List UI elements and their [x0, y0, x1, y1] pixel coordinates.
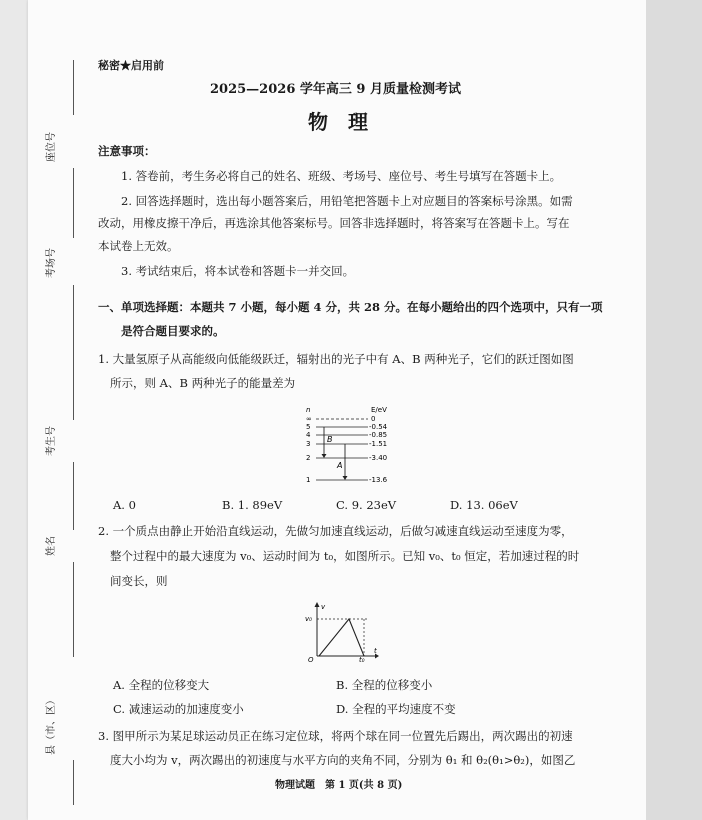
q2-option-b: B. 全程的位移变小 [336, 678, 433, 692]
energy-level-diagram [300, 402, 430, 490]
v0-label: v₀ [305, 615, 312, 623]
q2-option-c: C. 减速运动的加速度变小 [113, 702, 244, 716]
binding-line [73, 462, 74, 530]
level-n: 5 [306, 423, 311, 431]
q2-stem-cont: 整个过程中的最大速度为 v₀、运动时间为 t₀，如图所示。已知 v₀、t₀ 恒定，若加速过程的时 [110, 549, 580, 563]
q1-stem: 1. 大量氢原子从高能级向低能级跃迁，辐射出的光子中有 A、B 两种光子，它们的跃迁图如图 [98, 352, 574, 366]
q1-option-d: D. 13. 06eV [450, 498, 518, 512]
section-heading-cont: 是符合题目要求的。 [121, 324, 225, 338]
side-label-seat: 座位号 [46, 132, 57, 162]
q1-option-b: B. 1. 89eV [222, 498, 283, 512]
subject-title: 物 理 [308, 110, 368, 134]
level-energy: -0.54 [369, 423, 388, 431]
binding-line [73, 562, 74, 657]
arrow-head-icon [315, 602, 320, 607]
q2-stem-cont: 间变长，则 [110, 574, 168, 588]
diagram-energy-label: E/eV [371, 406, 387, 414]
q3-stem-cont: 度大小均为 v，两次踢出的初速度与水平方向的夹角不同，分别为 θ₁ 和 θ₂(θ₁>θ₂)，如图乙 [110, 753, 576, 767]
notice-item-3: 3. 考试结束后，将本试卷和答题卡一并交回。 [121, 264, 355, 278]
level-energy: 0 [371, 415, 376, 423]
origin-label: O [308, 656, 314, 662]
binding-line [73, 168, 74, 238]
transition-a-label: A [337, 461, 343, 470]
level-energy: -0.85 [369, 431, 388, 439]
t-axis-label: t [374, 647, 377, 655]
arrow-head-icon [322, 454, 327, 458]
v-axis-label: v [321, 603, 326, 611]
q1-option-c: C. 9. 23eV [336, 498, 397, 512]
diagram-n-label: n [306, 406, 311, 414]
level-energy: -3.40 [369, 454, 388, 462]
binding-line [73, 285, 74, 420]
transition-b-label: B [327, 435, 333, 444]
side-label-county: 县（市、区） [46, 695, 57, 755]
notice-item-2-cont: 改动，用橡皮擦干净后，再选涂其他答案标号。回答非选择题时，将答案写在答题卡上。写在 [98, 216, 570, 230]
binding-line [73, 760, 74, 805]
secret-label: 秘密★启用前 [98, 59, 164, 72]
q1-stem-cont: 所示，则 A、B 两种光子的能量差为 [110, 376, 296, 390]
level-energy: -1.51 [369, 440, 388, 448]
q2-option-a: A. 全程的位移变大 [113, 678, 210, 692]
binding-line [73, 60, 74, 115]
q2-stem: 2. 一个质点由静止开始沿直线运动，先做匀加速直线运动，后做匀减速直线运动至速度为零， [98, 524, 573, 538]
side-label-room: 考场号 [46, 248, 57, 278]
q2-option-d: D. 全程的平均速度不变 [336, 702, 456, 716]
t0-label: t₀ [359, 656, 365, 662]
notice-item-2: 2. 回答选择题时，选出每小题答案后，用铅笔把答题卡上对应题目的答案标号涂黑。如需 [121, 194, 573, 208]
notice-item-2-cont: 本试卷上无效。 [98, 239, 179, 253]
notice-item-1: 1. 答卷前，考生务必将自己的姓名、班级、考场号、座位号、考生号填写在答题卡上。 [121, 169, 562, 183]
level-n: 1 [306, 476, 311, 484]
level-n: ∞ [306, 415, 312, 423]
side-label-candidate: 考生号 [46, 426, 57, 456]
level-n: 4 [306, 431, 311, 439]
velocity-curve [319, 619, 364, 656]
side-label-name: 姓名 [46, 536, 57, 556]
page-footer: 物理试题 第 1 页(共 8 页) [275, 780, 403, 791]
notice-heading: 注意事项： [98, 144, 156, 158]
viewer-right-margin [646, 0, 702, 820]
level-n: 3 [306, 440, 311, 448]
section-heading: 一、单项选择题：本题共 7 小题，每小题 4 分，共 28 分。在每小题给出的四个选项中，只有一项 [98, 300, 603, 314]
q3-stem: 3. 图甲所示为某足球运动员正在练习定位球，将两个球在同一位置先后踢出，两次踢出的初速 [98, 729, 573, 743]
q1-option-a: A. 0 [113, 498, 136, 512]
arrow-head-icon [343, 476, 348, 480]
level-n: 2 [306, 454, 311, 462]
exam-title: 2025—2026 学年高三 9 月质量检测考试 [210, 82, 461, 97]
level-energy: -13.6 [369, 476, 388, 484]
velocity-time-graph [303, 600, 383, 662]
